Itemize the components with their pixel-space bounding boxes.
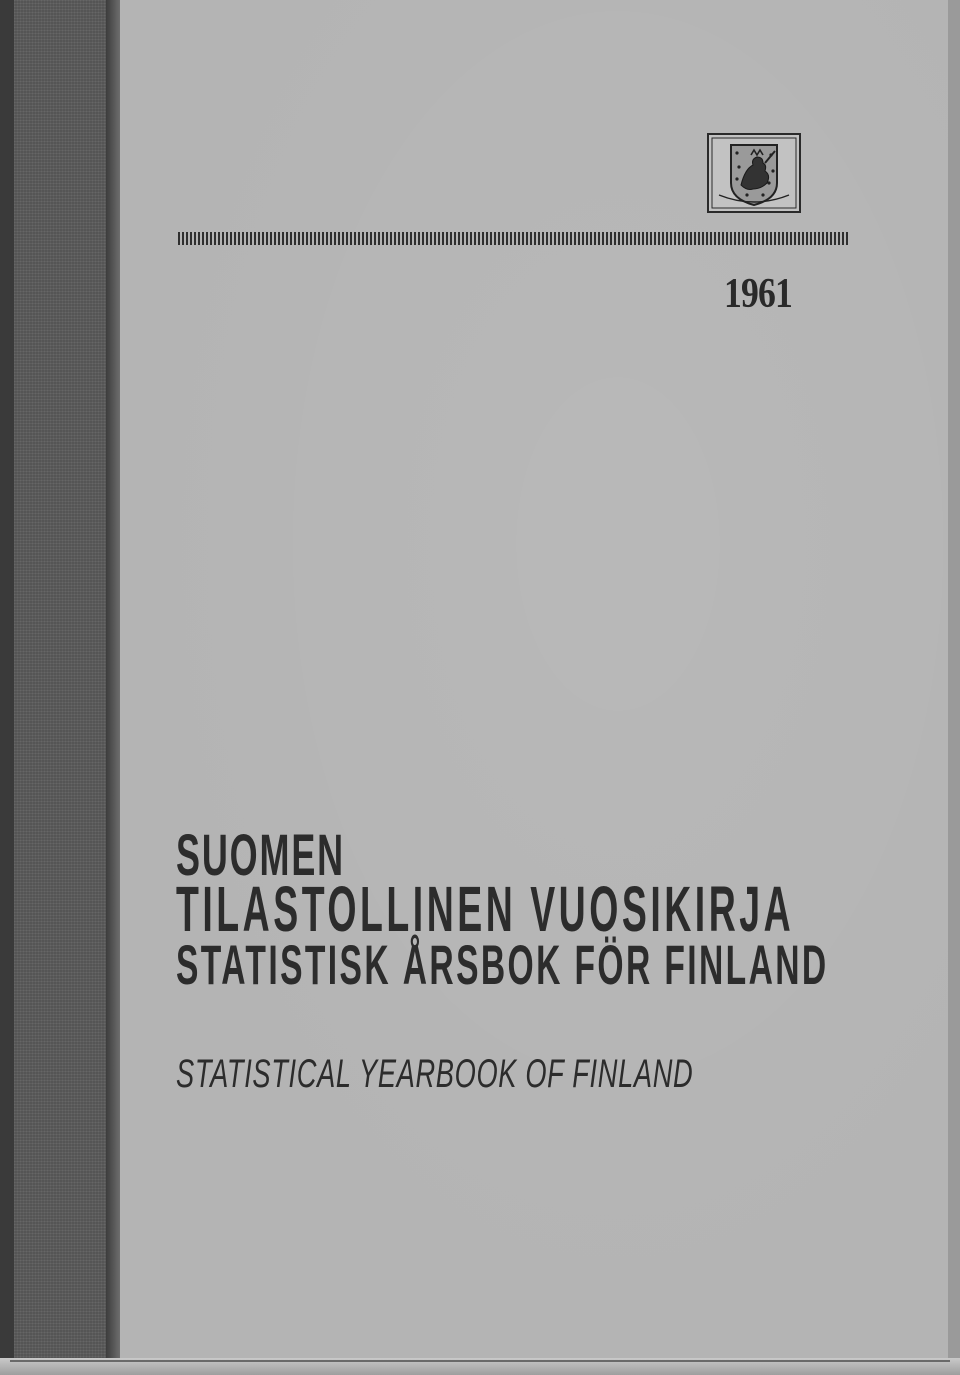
cover-right-edge	[948, 0, 960, 1375]
publication-year: 1961	[724, 271, 792, 317]
title-swedish: STATISTISK ÅRSBOK FÖR FINLAND	[176, 933, 829, 996]
bottom-edge-line	[10, 1360, 950, 1362]
title-english: STATISTICAL YEARBOOK OF FINLAND	[176, 1052, 694, 1096]
front-cover	[120, 0, 950, 1360]
title-line-suomen: SUOMEN	[176, 823, 345, 888]
finnish-coat-of-arms-icon	[707, 133, 801, 213]
title-line-tilastollinen-vuosikirja: TILASTOLLINEN VUOSIKIRJA	[176, 873, 795, 945]
outer-edge	[0, 0, 14, 1375]
book-spine	[14, 0, 106, 1360]
spine-shadow	[106, 0, 120, 1360]
decorative-bar-band	[178, 232, 848, 245]
